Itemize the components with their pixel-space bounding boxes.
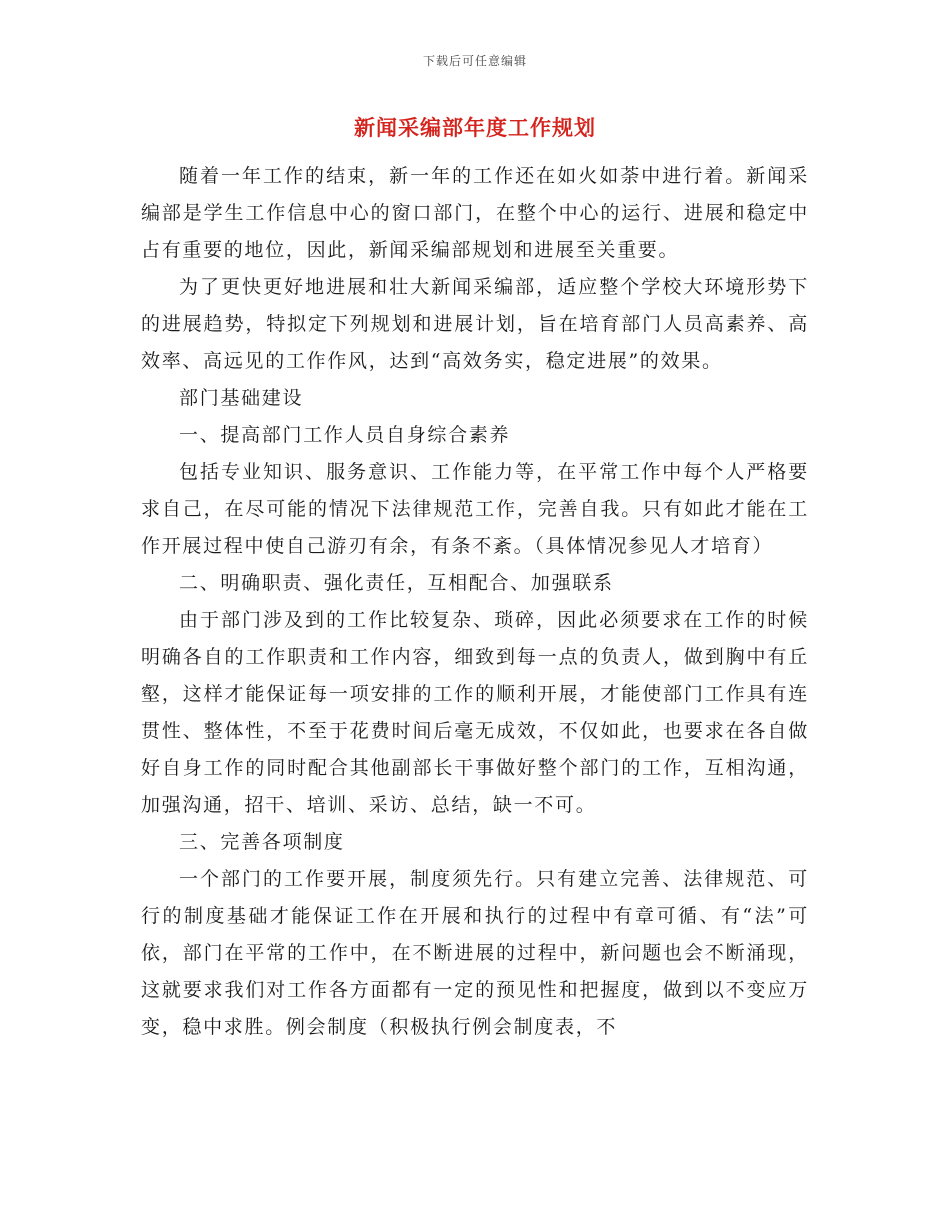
paragraph-2: 由于部门涉及到的工作比较复杂、琐碎，因此必须要求在工作的时候明确各自的工作职责和工作内容，细致到每一点的负责人，做到胸中有丘壑，这样才能保证每一项安排的工作的顺利开展，才能使部门工作具有连贯性、整体性，不至于花费时间后毫无成效，不仅如此，也要求在各自做好自身工作的同时配合其他副部长干事做好整个部门的工作，互相沟通，加强沟通，招干、培训、采访、总结，缺一不可。	[141, 609, 809, 816]
document-title: 新闻采编部年度工作规划	[354, 115, 596, 140]
paragraph-1: 包括专业知识、服务意识、工作能力等，在平常工作中每个人严格要求自己，在尽可能的情况下法律规范工作，完善自我。只有如此才能在工作开展过程中使自己游刃有余，有条不紊。（具体情况参见人才培育）	[141, 461, 809, 557]
paragraph-purpose: 为了更快更好地进展和壮大新闻采编部，适应整个学校大环境形势下的进展趋势，特拟定下列规划和进展计划，旨在培育部门人员高素养、高效率、高远见的工作作风，达到“高效务实，稳定进展”的效果。	[141, 276, 809, 372]
subheading-2: 二、明确职责、强化责任，互相配合、加强联系	[179, 572, 614, 594]
section-heading-basic-construction: 部门基础建设	[179, 387, 304, 409]
paragraph-intro: 随着一年工作的结束，新一年的工作还在如火如荼中进行着。新闻采编部是学生工作信息中心的窗口部门，在整个中心的运行、进展和稳定中占有重要的地位，因此，新闻采编部规划和进展至关重要。	[141, 165, 809, 261]
paragraph-3: 一个部门的工作要开展，制度须先行。只有建立完善、法律规范、可行的制度基础才能保证工作在开展和执行的过程中有章可循、有“法”可依，部门在平常的工作中，在不断进展的过程中，新问题也会不断涌现，这就要求我们对工作各方面都有一定的预见性和把握度，做到以不变应万变，稳中求胜。例会制度（积极执行例会制度表，不	[141, 868, 809, 1038]
document-body	[141, 158, 809, 1046]
subheading-1: 一、提高部门工作人员自身综合素养	[179, 424, 511, 446]
subheading-3: 三、完善各项制度	[179, 831, 345, 853]
page-header: 下载后可任意编辑	[422, 54, 527, 68]
